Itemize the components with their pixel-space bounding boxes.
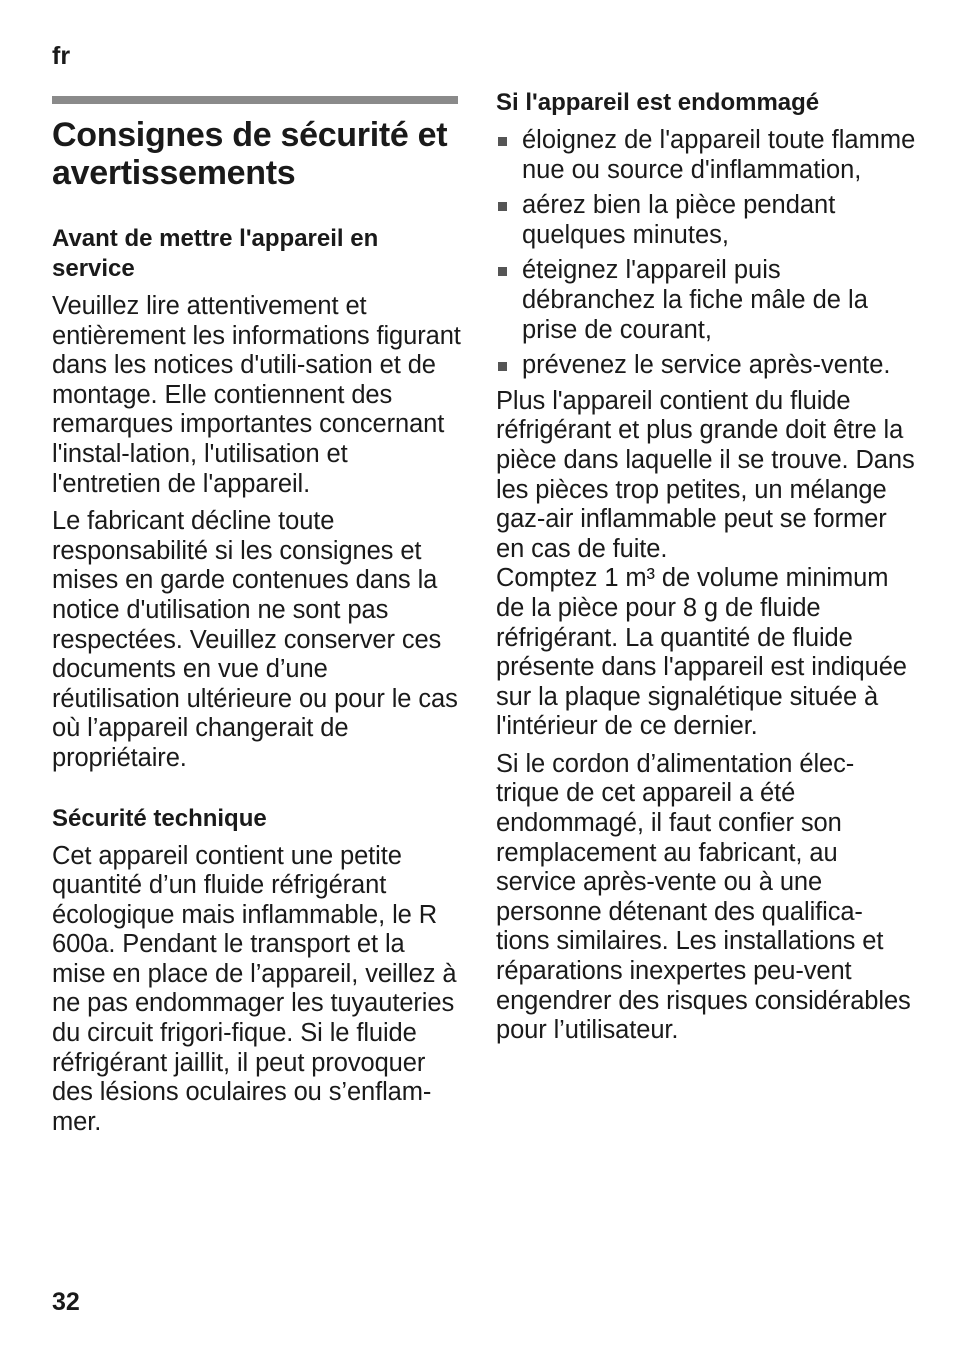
title-rule [52, 96, 458, 104]
language-label: fr [52, 42, 71, 70]
list-item-text: prévenez le service après-vente. [522, 351, 891, 380]
paragraph-power-cord: Si le cordon d’alimentation élec-trique de cet appareil a été endommagé, il faut confier son remplacement au fabricant, au service après-vente ou à une personne détenant des qualifica-tions similaires. Les installations et réparations inexpertes peu-vent engendrer des risques considérables pour l’utilisateur. [496, 749, 911, 1045]
paragraph-manufacturer-liability: Le fabricant décline toute responsabilité si les consignes et mises en garde contenues dans la notice d'utilisation ne sont pas respectées. Veuillez conserver ces documents en vue d’une réutilisation ultérieure ou pour le cas où l’appareil changerait de propriétaire. [52, 507, 458, 772]
square-bullet-icon [498, 202, 507, 211]
page-title: Consignes de sécurité et avertissements [52, 116, 448, 192]
square-bullet-icon [498, 362, 507, 371]
list-item [496, 351, 916, 381]
list-item [496, 256, 916, 345]
list-item-text: éloignez de l'appareil toute flamme nue ou source d'inflammation, [522, 126, 916, 184]
square-bullet-icon [498, 267, 507, 276]
section-heading-damaged-appliance: Si l'appareil est endommagé [496, 89, 820, 116]
section-heading-technical-safety: Sécurité technique [52, 804, 267, 832]
list-item-text: éteignez l'appareil puis débranchez la fiche mâle de la prise de courant, [522, 256, 868, 344]
list-item [496, 191, 916, 250]
section-heading-before-use: Avant de mettre l'appareil en service [52, 225, 379, 282]
paragraph-refrigerant-info: Cet appareil contient une petite quantité d’un fluide réfrigérant écologique mais inflammable, le R 600a. Pendant le transport et la mise en place de l’appareil, veillez à ne pas endommager les tuyauteries du circuit frigori-fique. Si le fluide réfrigérant jaillit, il peut provoquer des lésions oculaires ou s’enflam-mer. [52, 841, 457, 1136]
page-number: 32 [52, 1288, 80, 1316]
square-bullet-icon [498, 137, 507, 146]
paragraph-volume-rule: Comptez 1 m³ de volume minimum de la pièce pour 8 g de fluide réfrigérant. La quantité de fluide présente dans l'appareil est indiquée sur la plaque signalétique située à l'intérieur de ce dernier. [496, 564, 907, 741]
left-column [52, 96, 462, 1137]
list-item-text: aérez bien la pièce pendant quelques minutes, [522, 191, 836, 249]
paragraph-read-instructions: Veuillez lire attentivement et entièrement les informations figurant dans les notices d'utili-sation et de montage. Elle contiennent des remarques importantes concernant l'instal-lation, l'utilisation et l'entretien de l'appareil. [52, 292, 461, 498]
paragraph-room-size: Plus l'appareil contient du fluide réfrigérant et plus grande doit être la pièce dans laquelle il se trouve. Dans les pièces trop petites, un mélange gaz-air inflammable peut se former en cas de fuite. [496, 386, 915, 563]
damage-instructions-list [496, 126, 916, 381]
list-item [496, 126, 916, 185]
right-column [496, 88, 916, 1046]
